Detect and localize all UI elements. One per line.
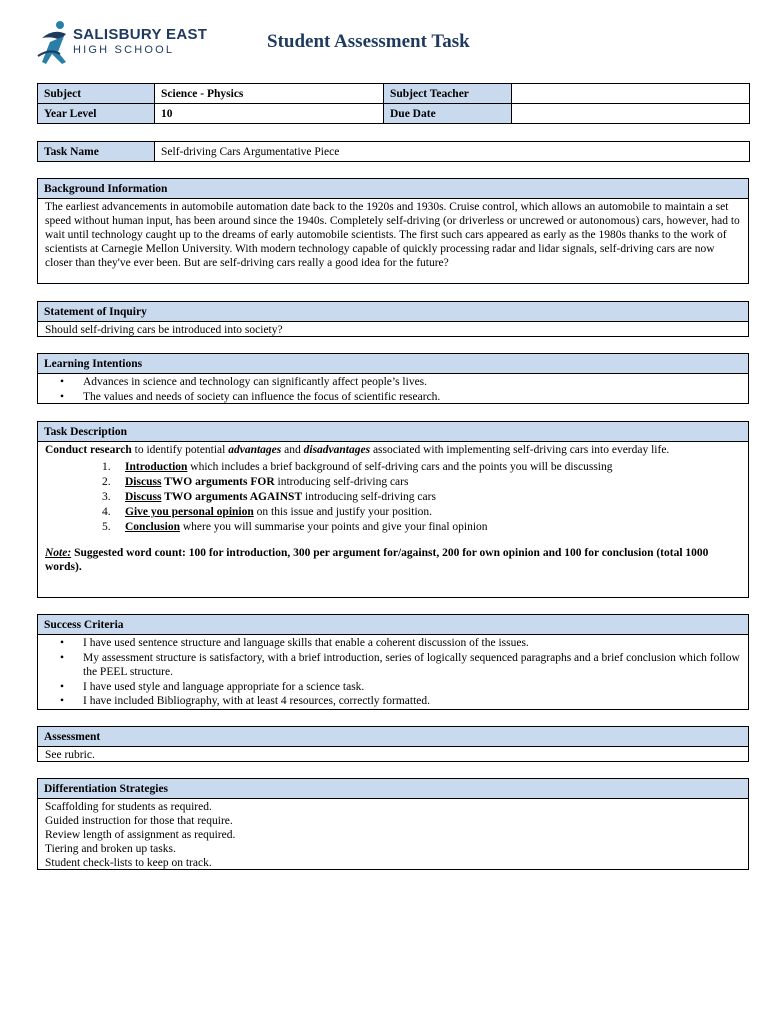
- inquiry-section: [37, 301, 749, 337]
- runner-logo-icon: [36, 18, 76, 70]
- success-item: • I have used style and language appropriate for a science task.: [38, 680, 748, 695]
- differentiation-item: Guided instruction for those that require.: [45, 815, 233, 827]
- logo-line1: SALISBURY EAST: [73, 26, 208, 43]
- task-name-table: [37, 141, 750, 162]
- task-name-label: Task Name: [38, 142, 155, 162]
- differentiation-heading: Differentiation Strategies: [38, 779, 748, 799]
- step-title: Give you personal opinion: [125, 506, 254, 518]
- assessment-text: See rubric.: [45, 749, 95, 761]
- intro-text-a: to identify potential: [131, 444, 229, 456]
- subject-value: Science - Physics: [155, 84, 384, 104]
- intro-text-b: and: [281, 444, 304, 456]
- task-step: [38, 520, 748, 535]
- subject-label: Subject: [38, 84, 155, 104]
- success-item: • I have included Bibliography, with at least 4 resources, correctly formatted.: [38, 694, 748, 709]
- success-item: • I have used sentence structure and language skills that enable a coherent discussion of the issues.: [38, 636, 748, 651]
- step-number: 5.: [102, 521, 111, 533]
- differentiation-item: Student check-lists to keep on track.: [45, 857, 212, 869]
- step-number: 2.: [102, 476, 111, 488]
- learning-heading: Learning Intentions: [38, 354, 748, 374]
- task-description-intro: [38, 442, 748, 458]
- differentiation-item: Scaffolding for students as required.: [45, 801, 212, 813]
- year-level-label: Year Level: [38, 104, 155, 124]
- step-text: on this issue and justify your position.: [253, 506, 433, 518]
- learning-list: [38, 374, 748, 404]
- step-bold: TWO arguments FOR: [161, 476, 275, 488]
- background-section: [37, 178, 749, 284]
- page-title: Student Assessment Task: [267, 31, 470, 52]
- word-count-note: [38, 545, 748, 575]
- task-step: [38, 475, 748, 490]
- due-date-value: [512, 104, 750, 124]
- step-number: 4.: [102, 506, 111, 518]
- success-heading: Success Criteria: [38, 615, 748, 635]
- intro-advantages: advantages: [228, 444, 282, 456]
- subject-info-table: [37, 83, 750, 124]
- task-description-section: [37, 421, 749, 598]
- task-name-value: Self-driving Cars Argumentative Piece: [155, 142, 750, 162]
- background-text: The earliest advancements in automobile automation date back to the 1920s and 1930s. Cruise control, which allows an automobile to maintain a set speed without human input, has been around since the 1940s. Completely self-driving (or driverless or uncrewed or autonomous) cars, however, had to wait until technology caught up to the dreams of early automobile scientists. The first such cars appeared as early as the 1980s thanks to the work of scientists at Carnegie Mellon University. With modern technology capable of quickly processing radar and lidar signals, self-driving cars are now closer than they've ever been. But are self-driving cars really a good idea for the future?: [45, 201, 740, 269]
- intro-text-c: associated with implementing self-driving cars into everday life.: [370, 444, 670, 456]
- success-list: [38, 635, 748, 709]
- step-text: which includes a brief background of self-driving cars and the points you will be discussing: [187, 461, 613, 473]
- step-number: 3.: [102, 491, 111, 503]
- note-text: Suggested word count: 100 for introduction, 300 per argument for/against, 200 for own opinion and 100 for conclusion (total 1000 words).: [45, 547, 709, 573]
- learning-section: [37, 353, 749, 404]
- due-date-label: Due Date: [384, 104, 512, 124]
- differentiation-item: Review length of assignment as required.: [45, 829, 236, 841]
- school-logo: [36, 18, 208, 70]
- task-steps-list: [38, 460, 748, 535]
- step-bold: TWO arguments AGAINST: [161, 491, 303, 503]
- note-label: Note:: [45, 547, 72, 559]
- learning-item: • The values and needs of society can influence the focus of scientific research.: [38, 390, 748, 405]
- step-text: where you will summarise your points and give your final opinion: [179, 521, 488, 533]
- step-title: Discuss: [125, 476, 162, 488]
- teacher-value: [512, 84, 750, 104]
- assessment-section: [37, 726, 749, 762]
- task-step: [38, 490, 748, 505]
- success-item: • My assessment structure is satisfactory, with a brief introduction, series of logically sequenced paragraphs and a brief conclusion which follow the PEEL structure.: [38, 651, 748, 680]
- success-section: [37, 614, 749, 710]
- assessment-heading: Assessment: [38, 727, 748, 747]
- intro-bold: Conduct research: [45, 444, 132, 456]
- differentiation-section: [37, 778, 749, 870]
- step-text: introducing self-driving cars: [302, 491, 436, 503]
- step-text: introducing self-driving cars: [274, 476, 409, 488]
- year-level-value: 10: [155, 104, 384, 124]
- background-heading: Background Information: [38, 179, 748, 199]
- teacher-label: Subject Teacher: [384, 84, 512, 104]
- learning-item: • Advances in science and technology can significantly affect people’s lives.: [38, 375, 748, 390]
- task-step: [38, 505, 748, 520]
- step-number: 1.: [102, 461, 111, 473]
- task-description-heading: Task Description: [38, 422, 748, 442]
- step-title: Discuss: [125, 491, 162, 503]
- step-title: Conclusion: [125, 521, 180, 533]
- logo-line2: HIGH SCHOOL: [73, 44, 175, 56]
- step-title: Introduction: [125, 461, 188, 473]
- differentiation-item: Tiering and broken up tasks.: [45, 843, 176, 855]
- differentiation-list: [38, 799, 748, 871]
- inquiry-heading: Statement of Inquiry: [38, 302, 748, 322]
- task-step: [38, 460, 748, 475]
- inquiry-text: Should self-driving cars be introduced into society?: [45, 324, 283, 336]
- intro-disadvantages: disadvantages: [303, 444, 371, 456]
